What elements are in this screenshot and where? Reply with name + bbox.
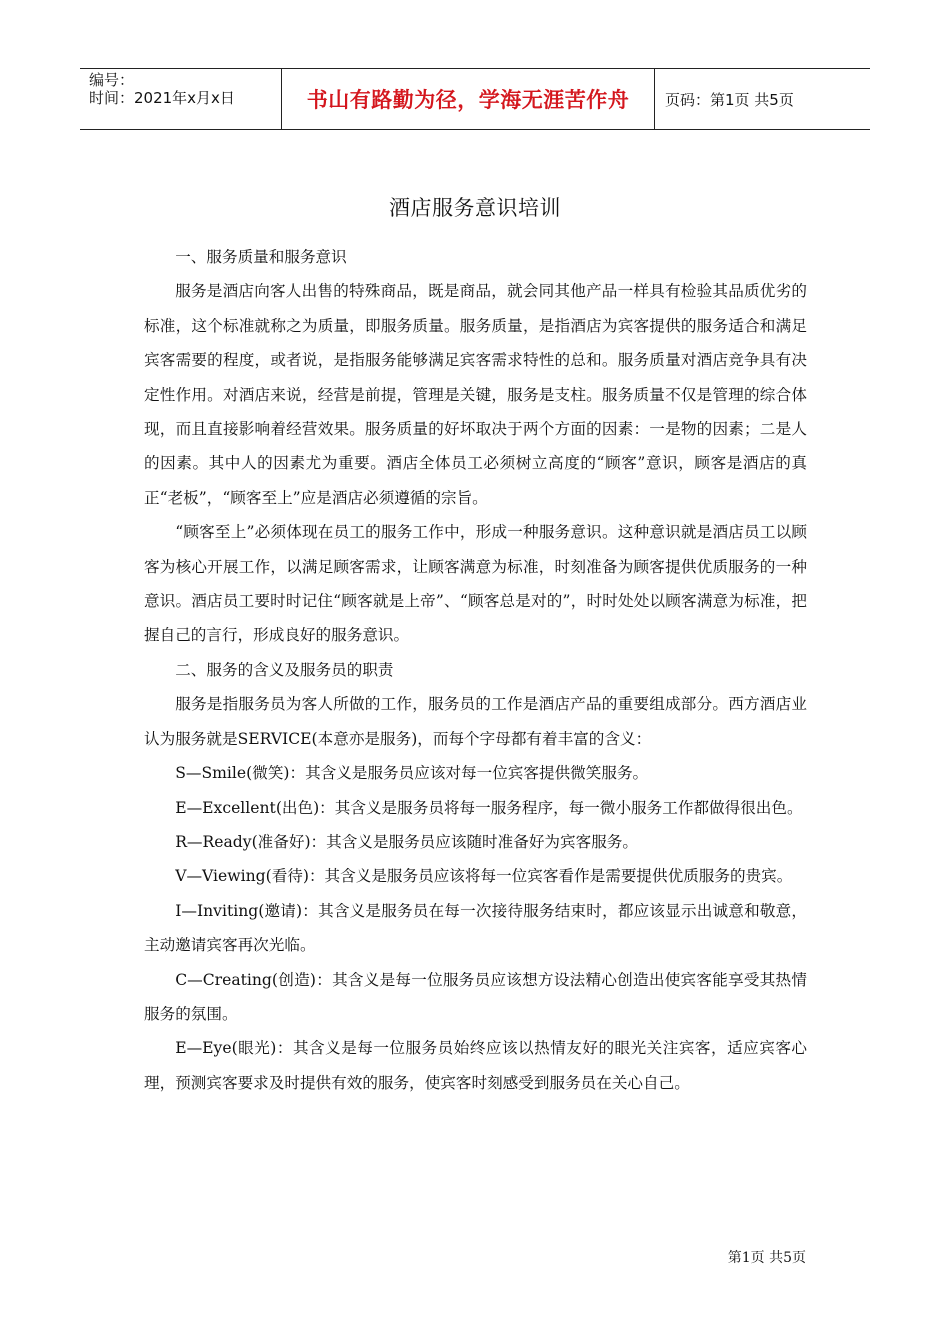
header-info-cell [80,69,282,129]
service-letter-item: V—Viewing(看待)：其含义是服务员应该将每一位宾客看作是需要提供优质服务的贵宾。 [175,867,793,886]
service-letter-item: E—Eye(眼光)：其含义是每一位服务员始终应该以热情友好的眼光关注宾客，适应宾客心理，预测宾客要求及时提供有效的服务，使宾客时刻感受到服务员在关心自己。 [144,1039,807,1092]
service-letter-item: S—Smile(微笑)：其含义是服务员应该对每一位宾客提供微笑服务。 [175,764,649,783]
paragraph: 服务是指服务员为客人所做的工作，服务员的工作是酒店产品的重要组成部分。西方酒店业认为服务就是SERVICE(本意亦是服务)，而每个字母都有着丰富的含义： [144,695,807,748]
section-heading: 二、服务的含义及服务员的职责 [175,660,394,679]
document-title: 酒店服务意识培训 [389,196,561,220]
code-label: 编号： [89,71,135,89]
service-letter-item: C—Creating(创造)：其含义是每一位服务员应该想方设法精心创造出使宾客能享受其热情服务的氛围。 [144,970,807,1023]
page-footer: 第1页 共5页 [727,1250,806,1266]
time-label: 时间：2021年x月x日 [89,89,235,107]
paragraph: “顾客至上”必须体现在员工的服务工作中，形成一种服务意识。这种意识就是酒店员工以顾客为核心开展工作，以满足顾客需求，让顾客满意为标准，时刻准备为顾客提供优质服务的一种意识。酒店员工要时时记住“顾客就是上帝”、“顾客总是对的”，时时处处以顾客满意为标准，把握自己的言行，形成良好的服务意识。 [144,523,807,645]
document-body [144,240,807,1100]
paragraph: 服务是酒店向客人出售的特殊商品，既是商品，就会同其他产品一样具有检验其品质优劣的标准，这个标准就称之为质量，即服务质量。服务质量，是指酒店为宾客提供的服务适合和满足宾客需要的程度，或者说，是指服务能够满足宾客需求特性的总和。服务质量对酒店竞争具有决定性作用。对酒店来说，经营是前提，管理是关键，服务是支柱。服务质量不仅是管理的综合体现，而且直接影响着经营效果。服务质量的好坏取决于两个方面的因素：一是物的因素；二是人的因素。其中人的因素尤为重要。酒店全体员工必须树立高度的“顾客”意识，顾客是酒店的真正“老板”，“顾客至上”应是酒店必须遵循的宗旨。 [144,282,807,507]
service-letter-item: R—Ready(准备好)：其含义是服务员应该随时准备好为宾客服务。 [175,832,638,851]
header-table [80,68,870,130]
header-motto-cell [282,69,655,129]
section-heading: 一、服务质量和服务意识 [175,248,347,266]
service-letter-item: I—Inviting(邀请)：其含义是服务员在每一次接待服务结束时，都应该显示出诚意和敬意，主动邀请宾客再次光临。 [144,901,807,955]
service-letter-item: E—Excellent(出色)：其含义是服务员将每一服务程序，每一微小服务工作都做得很出色。 [175,798,803,817]
motto: 书山有路勤为径，学海无涯苦作舟 [306,88,630,112]
page-label: 页码：第1页 共5页 [665,90,794,109]
header-page-cell [655,69,870,129]
